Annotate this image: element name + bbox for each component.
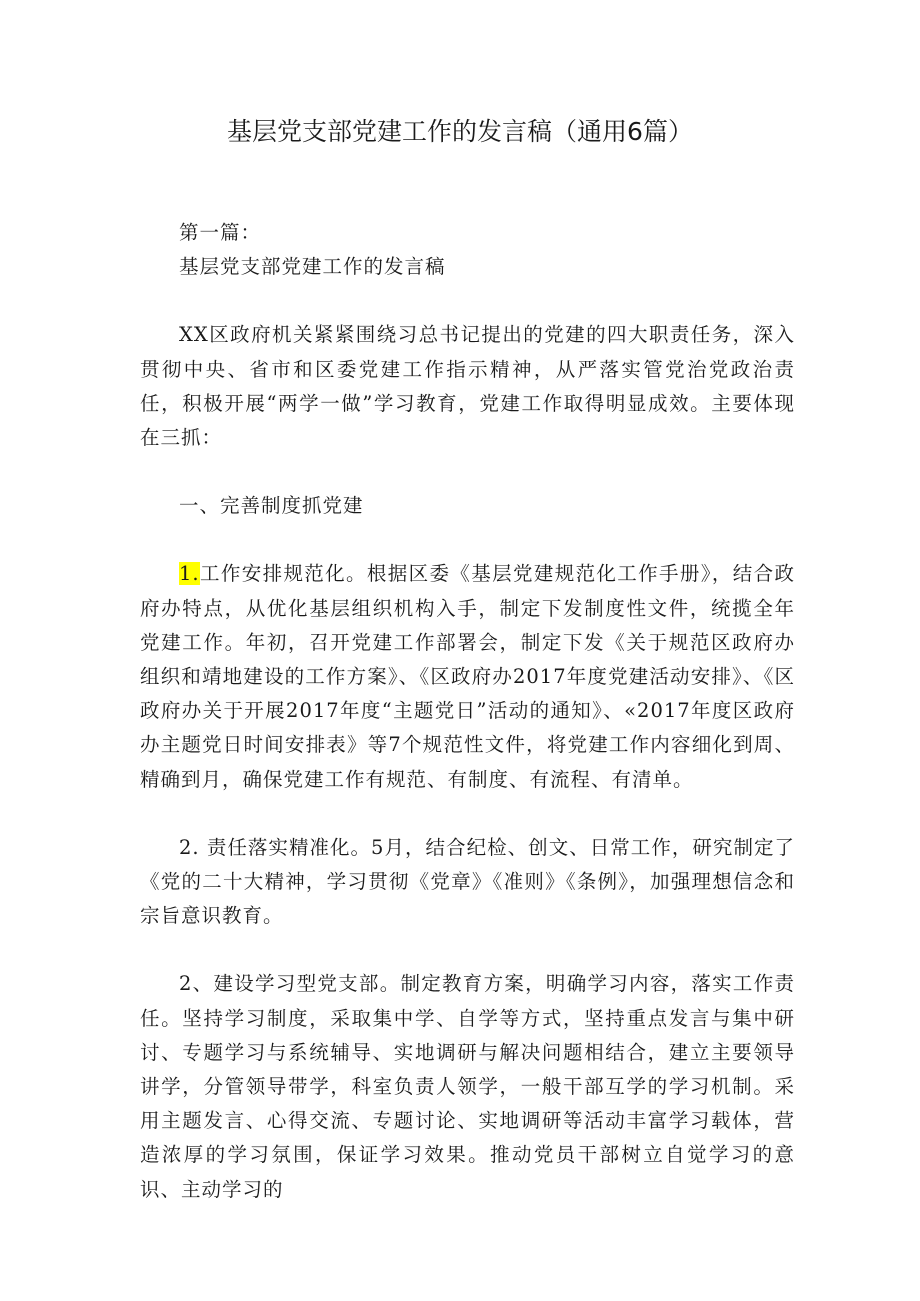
- document-body: [140, 216, 795, 1207]
- highlighted-marker: 1.: [179, 562, 200, 586]
- intro-paragraph: XX区政府机关紧紧围绕习总书记提出的党建的四大职责任务，深入贯彻中央、省市和区委党建工作指示精神，从严落实管党治党政治责任，积极开展“两学一做”学习教育，党建工作取得明显成效。主要体现在三抓：: [140, 323, 795, 450]
- chapter-title: 基层党支部党建工作的发言稿: [179, 255, 446, 279]
- document-title: 基层党支部党建工作的发言稿（通用6篇）: [227, 117, 693, 146]
- paragraph-2: 2. 责任落实精准化。5月，结合纪检、创文、日常工作，研究制定了《党的二十大精神，学习贯彻《党章》《准则》《条例》，加强理想信念和宗旨意识教育。: [140, 835, 795, 928]
- paragraph-3: 2、建设学习型党支部。制定教育方案，明确学习内容，落实工作责任。坚持学习制度，采取集中学、自学等方式，坚持重点发言与集中研讨、专题学习与系统辅导、实地调研与解决问题相结合，建立主要领导讲学，分管领导带学，科室负责人领学，一般干部互学的学习机制。采用主题发言、心得交流、专题讨论、实地调研等活动丰富学习载体，营造浓厚的学习氛围，保证学习效果。推动党员干部树立自觉学习的意识、主动学习的: [140, 972, 795, 1201]
- chapter-label: 第一篇：: [179, 221, 262, 244]
- paragraph-1-text: 工作安排规范化。根据区委《基层党建规范化工作手册》，结合政府办特点，从优化基层组织机构入手，制定下发制度性文件，统揽全年党建工作。年初，召开党建工作部署会，制定下发《关于规范区政府办组织和靖地建设的工作方案》、《区政府办2017年度党建活动安排》、《区政府办关于开展2017年度“主题党日”活动的通知》、«2017年度区政府办主题党日时间安排表》等7个规范性文件，将党建工作内容细化到周、精确到月，确保党建工作有规范、有制度、有流程、有清单。: [140, 562, 795, 791]
- paragraph-1: [140, 557, 795, 796]
- section-heading: 一、完善制度抓党建: [179, 494, 364, 518]
